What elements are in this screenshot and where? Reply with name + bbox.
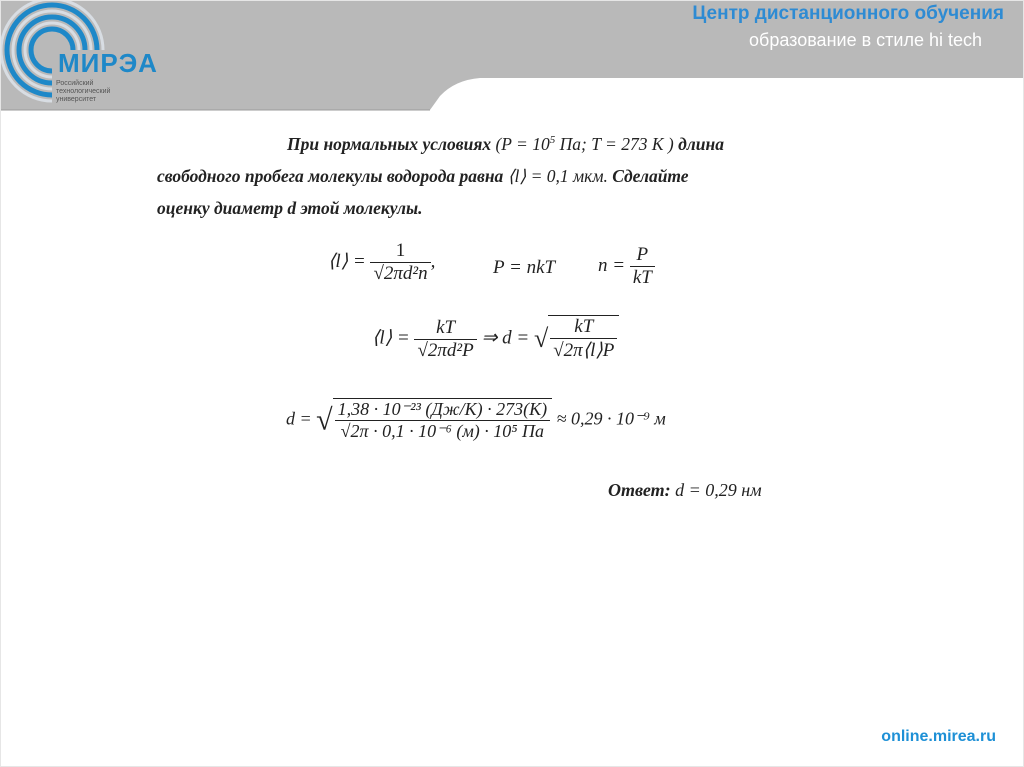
problem-text: свободного пробега молекулы водорода равна [157,165,504,186]
free-path-value: ⟨l⟩ = 0,1 мкм. [507,165,608,186]
pressure-exponent: 5 [549,134,556,146]
fraction-denominator: √2πd²P [417,339,474,361]
problem-text: При нормальных условиях [287,133,492,154]
formula-pressure: P = nkT [493,257,556,278]
temperature-value: Па; T = 273 K ) [555,133,674,154]
problem-line-3: оценку диаметр d этой молекулы. [157,197,423,218]
fraction-numerator: 1 [370,240,430,263]
formula-lhs: d = [286,408,312,429]
fraction-denominator: kT [632,267,652,288]
sqrt-icon: √ [316,403,333,437]
logo-text: МИРЭА [58,48,158,78]
fraction-numerator: kT [550,316,617,339]
implies-arrow: ⇒ d = [481,327,530,349]
problem-text: длина [678,133,724,154]
logo-subtitle: Российский технологический университет [56,80,111,103]
formula-comma: , [430,250,436,272]
fraction-numerator: kT [414,317,476,340]
problem-text: Сделайте [612,165,689,186]
sqrt-icon: √ [533,324,549,353]
header-subtitle: образование в стиле hi tech [749,30,982,50]
pressure-value: (P = 10 [495,133,550,154]
fraction-denominator: √2π · 0,1 · 10⁻⁶ (м) · 10⁵ Па [340,421,545,441]
formula-lhs: n = [598,254,626,276]
header-title: Центр дистанционного обучения [692,3,1004,24]
fraction-numerator: 1,38 · 10⁻²³ (Дж/K) · 273(K) [335,399,550,421]
formula-lhs: ⟨l⟩ = [328,250,366,272]
formula-result: ≈ 0,29 · 10⁻⁹ м [556,408,666,429]
fraction-denominator: √2π⟨l⟩P [553,340,615,361]
fraction-denominator: √2πd²n [373,263,428,284]
footer-url[interactable]: online.mirea.ru [881,728,996,745]
answer-label: Ответ: [608,480,671,500]
formula-lhs: ⟨l⟩ = [372,327,410,349]
fraction-numerator: P [630,244,655,267]
answer-value: d = 0,29 нм [675,480,762,500]
